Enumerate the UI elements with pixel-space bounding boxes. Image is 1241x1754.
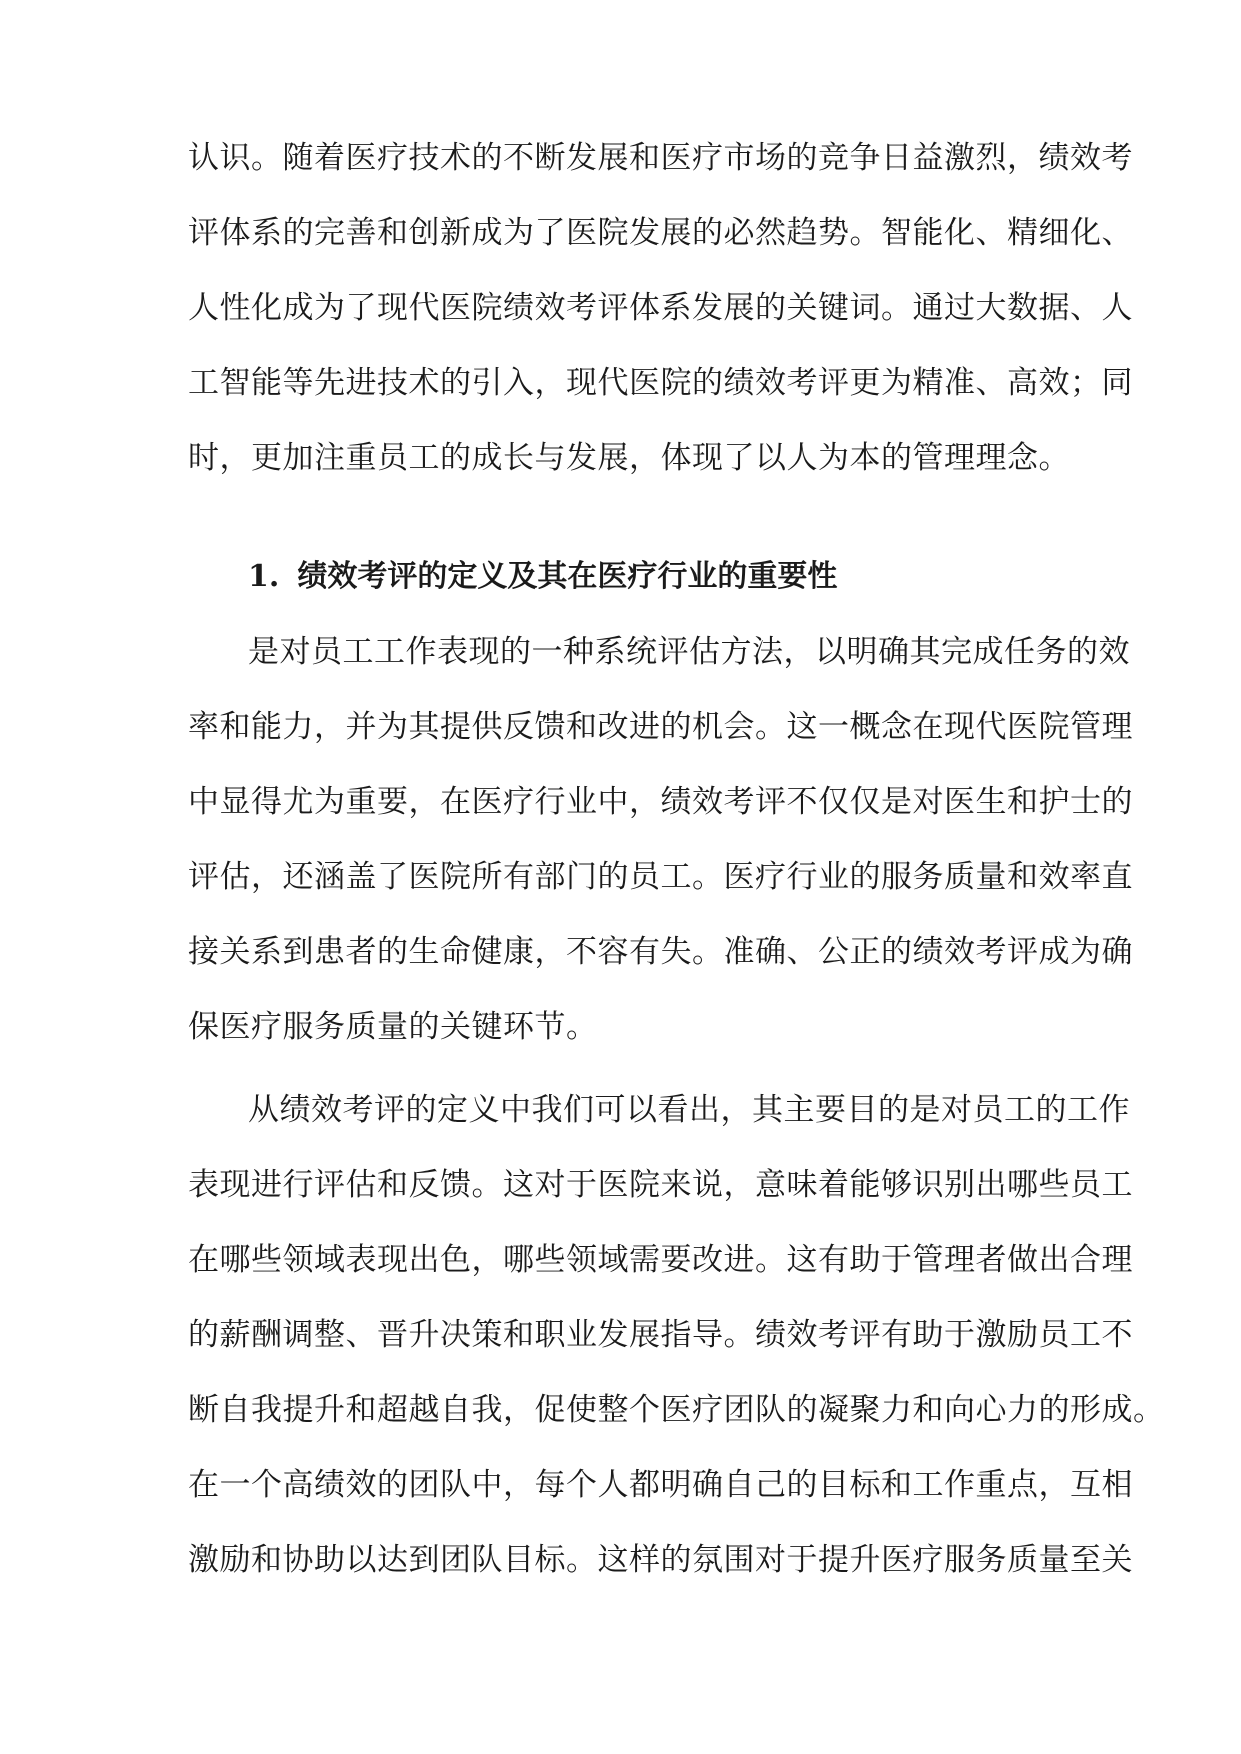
- paragraph1-line-3: 中显得尤为重要，在医疗行业中，绩效考评不仅仅是对医生和护士的: [188, 784, 1133, 820]
- paragraph2-line-1: 从绩效考评的定义中我们可以看出，其主要目的是对员工的工作: [248, 1092, 1130, 1128]
- paragraph2-line-7: 激励和协助以达到团队目标。这样的氛围对于提升医疗服务质量至关: [188, 1542, 1133, 1578]
- paragraph1-line-1: 是对员工工作表现的一种系统评估方法，以明确其完成任务的效: [248, 634, 1130, 670]
- section-title: 绩效考评的定义及其在医疗行业的重要性: [297, 559, 838, 594]
- intro-line-1: 认识。随着医疗技术的不断发展和医疗市场的竞争日益激烈，绩效考: [188, 140, 1133, 176]
- intro-line-5: 时，更加注重员工的成长与发展，体现了以人为本的管理理念。: [188, 440, 1070, 476]
- intro-line-2: 评体系的完善和创新成为了医院发展的必然趋势。智能化、精细化、: [188, 215, 1133, 251]
- intro-line-3: 人性化成为了现代医院绩效考评体系发展的关键词。通过大数据、人: [188, 290, 1133, 326]
- paragraph1-line-2: 率和能力，并为其提供反馈和改进的机会。这一概念在现代医院管理: [188, 709, 1133, 745]
- paragraph2-line-2: 表现进行评估和反馈。这对于医院来说，意味着能够识别出哪些员工: [188, 1167, 1133, 1203]
- section-number: 1.: [248, 559, 280, 594]
- intro-line-4: 工智能等先进技术的引入，现代医院的绩效考评更为精准、高效；同: [188, 365, 1133, 401]
- paragraph2-line-3: 在哪些领域表现出色，哪些领域需要改进。这有助于管理者做出合理: [188, 1242, 1133, 1278]
- section-heading: [248, 557, 837, 597]
- paragraph1-line-6: 保医疗服务质量的关键环节。: [188, 1009, 598, 1045]
- paragraph2-line-5: 断自我提升和超越自我，促使整个医疗团队的凝聚力和向心力的形成。: [188, 1392, 1165, 1428]
- paragraph2-line-6: 在一个高绩效的团队中，每个人都明确自己的目标和工作重点，互相: [188, 1467, 1133, 1503]
- paragraph1-line-5: 接关系到患者的生命健康，不容有失。准确、公正的绩效考评成为确: [188, 934, 1133, 970]
- paragraph2-line-4: 的薪酬调整、晋升决策和职业发展指导。绩效考评有助于激励员工不: [188, 1317, 1133, 1353]
- paragraph1-line-4: 评估，还涵盖了医院所有部门的员工。医疗行业的服务质量和效率直: [188, 859, 1133, 895]
